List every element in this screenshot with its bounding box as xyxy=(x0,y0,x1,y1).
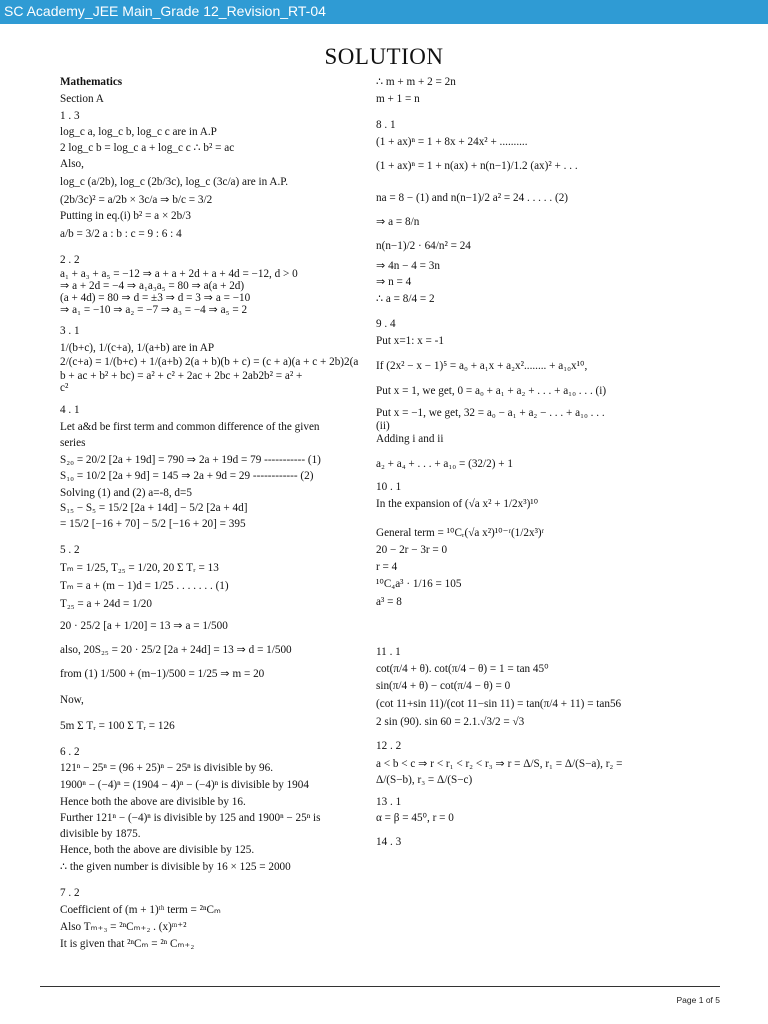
answer-label: 2 . 2 xyxy=(60,254,80,266)
answer-label: 5 . 2 xyxy=(60,544,80,556)
solution-line: = 15/2 [−16 + 70] − 5/2 [−16 + 20] = 395 xyxy=(60,518,246,530)
solution-line: Hence, both the above are divisible by 125. xyxy=(60,844,255,856)
solution-line: a₂ + a₄ + . . . + a₁₀ = (32/2) + 1 xyxy=(376,458,513,470)
solution-line: Put x = −1, we get, 32 = a₀ − a₁ + a₂ − . . . + a₁₀ . . . xyxy=(376,407,605,419)
solution-line: Further 121ⁿ − (−4)ⁿ is divisible by 125 and 1900ⁿ − 25ⁿ is xyxy=(60,812,321,824)
solution-line: Hence both the above are divisible by 16. xyxy=(60,796,246,808)
solution-line: cot(π/4 + θ). cot(π/4 − θ) = 1 = tan 45⁰ xyxy=(376,663,549,675)
solution-line: It is given that ²ⁿCₘ = ²ⁿ Cₘ₊₂ xyxy=(60,938,195,950)
solution-line: General term = ¹⁰Cᵣ(√a x²)¹⁰⁻ʳ(1/2x³)ʳ xyxy=(376,527,545,539)
solution-line: Tₘ = 1/25, T₂₅ = 1/20, 20 Σ Tᵣ = 13 xyxy=(60,562,219,574)
solution-line: ∴ a = 8/4 = 2 xyxy=(376,293,435,305)
solution-line: log_c a, log_c b, log_c c are in A.P xyxy=(60,126,217,138)
answer-label: 4 . 1 xyxy=(60,404,80,416)
solution-line: ⇒ n = 4 xyxy=(376,276,412,288)
solution-line: 1/(b+c), 1/(c+a), 1/(a+b) are in AP xyxy=(60,342,215,354)
solution-line: S₂₀ = 20/2 [2a + 19d] = 790 ⇒ 2a + 19d = 79 ----------- (1) xyxy=(60,454,321,466)
solution-line: ¹⁰C₄a³ · 1/16 = 105 xyxy=(376,578,462,590)
solution-line: n(n−1)/2 · 64/n² = 24 xyxy=(376,240,471,252)
solution-line: Put x=1: x = -1 xyxy=(376,335,444,347)
solution-line: a < b < c ⇒ r < r₁ < r₂ < r₃ ⇒ r = Δ/S, r₁ = Δ/(S−a), r₂ = xyxy=(376,758,623,770)
section-label: Section A xyxy=(60,93,104,105)
answer-label: 12 . 2 xyxy=(376,740,402,752)
answer-label: 6 . 2 xyxy=(60,746,80,758)
solution-line: Δ/(S−b), r₃ = Δ/(S−c) xyxy=(376,774,473,786)
solution-line: ⇒ 4n − 4 = 3n xyxy=(376,260,440,272)
solution-line: na = 8 − (1) and n(n−1)/2 a² = 24 . . . . . (2) xyxy=(376,192,569,204)
solution-line: 2 sin (90). sin 60 = 2.1.√3/2 = √3 xyxy=(376,716,525,728)
solution-line: α = β = 45⁰, r = 0 xyxy=(376,812,454,824)
solution-line: Also, xyxy=(60,158,84,170)
solution-line: 20 − 2r − 3r = 0 xyxy=(376,544,448,556)
document-header-bar xyxy=(0,0,768,24)
solution-line: series xyxy=(60,437,86,449)
solution-line: (ii) xyxy=(376,420,390,432)
answer-label: 11 . 1 xyxy=(376,646,401,658)
solution-line: also, 20S₂₅ = 20 · 25/2 [2a + 24d] = 13 ⇒ d = 1/500 xyxy=(60,644,292,656)
solution-line: Tₘ = a + (m − 1)d = 1/25 . . . . . . . (1) xyxy=(60,580,229,592)
solution-line: Coefficient of (m + 1)ᵗʰ term = ²ⁿCₘ xyxy=(60,904,221,916)
answer-label: 8 . 1 xyxy=(376,119,396,131)
page-heading: SOLUTION xyxy=(324,44,444,69)
solution-line: a/b = 3/2 a : b : c = 9 : 6 : 4 xyxy=(60,228,182,240)
solution-line: divisible by 1875. xyxy=(60,828,141,840)
solution-line: 121ⁿ − 25ⁿ = (96 + 25)ⁿ − 25ⁿ is divisible by 96. xyxy=(60,762,274,774)
solution-line: S₁₀ = 10/2 [2a + 9d] = 145 ⇒ 2a + 9d = 29 ------------ (2) xyxy=(60,470,314,482)
solution-line: sin(π/4 + θ) − cot(π/4 − θ) = 0 xyxy=(376,680,511,692)
solution-line: m + 1 = n xyxy=(376,93,420,105)
solution-line: 1900ⁿ − (−4)ⁿ = (1904 − 4)ⁿ − (−4)ⁿ is divisible by 1904 xyxy=(60,779,309,791)
solution-line: b + ac + b² + bc) = a² + c² + 2ac + 2bc + 2ab2b² = a² + xyxy=(60,370,303,382)
solution-line: Let a&d be first term and common difference of the given xyxy=(60,421,320,433)
page-number: Page 1 of 5 xyxy=(676,995,720,1005)
solution-line: ∴ the given number is divisible by 16 × 125 = 2000 xyxy=(60,861,291,873)
solution-line: from (1) 1/500 + (m−1)/500 = 1/25 ⇒ m = 20 xyxy=(60,668,265,680)
solution-line: c² xyxy=(60,382,69,394)
solution-line: 20 · 25/2 [a + 1/20] = 13 ⇒ a = 1/500 xyxy=(60,620,228,632)
solution-line: In the expansion of (√a x² + 1/2x³)¹⁰ xyxy=(376,498,539,510)
solution-line: Put x = 1, we get, 0 = a₀ + a₁ + a₂ + . . . + a₁₀ . . . (i) xyxy=(376,385,607,397)
answer-label: 1 . 3 xyxy=(60,110,80,122)
solution-line: ⇒ a + 2d = −4 ⇒ a₁a₃a₅ = 80 ⇒ a(a + 2d) xyxy=(60,280,245,292)
solution-line: (cot 11+sin 11)/(cot 11−sin 11) = tan(π/4 + 11) = tan56 xyxy=(376,698,622,710)
answer-label: 9 . 4 xyxy=(376,318,396,330)
answer-label: 10 . 1 xyxy=(376,481,402,493)
solution-line: 2/(c+a) = 1/(b+c) + 1/(a+b) 2(a + b)(b + c) = (c + a)(a + c + 2b)2(a xyxy=(60,356,359,368)
solution-line: S₁₅ − S₅ = 15/2 [2a + 14d] − 5/2 [2a + 4d] xyxy=(60,502,248,514)
solution-line: 5m Σ Tᵣ = 100 Σ Tᵣ = 126 xyxy=(60,720,175,732)
solution-line: Also Tₘ₊₃ = ²ⁿCₘ₊₂ . (x)ᵐ⁺² xyxy=(60,921,187,933)
solution-line: r = 4 xyxy=(376,561,398,573)
solution-line: Now, xyxy=(60,694,84,706)
solution-line: ∴ m + m + 2 = 2n xyxy=(376,76,456,88)
answer-label: 14 . 3 xyxy=(376,836,402,848)
subject-heading: Mathematics xyxy=(60,76,123,88)
solution-line: T₂₅ = a + 24d = 1/20 xyxy=(60,598,152,610)
solution-line: log_c (a/2b), log_c (2b/3c), log_c (3c/a) are in A.P. xyxy=(60,176,289,188)
solution-line: (1 + ax)ⁿ = 1 + n(ax) + n(n−1)/1.2 (ax)² + . . . xyxy=(376,160,578,172)
answer-label: 7 . 2 xyxy=(60,887,80,899)
solution-line: (a + 4d) = 80 ⇒ d = ±3 ⇒ d = 3 ⇒ a = −10 xyxy=(60,292,251,304)
document-header-title: SC Academy_JEE Main_Grade 12_Revision_RT-04 xyxy=(4,3,326,19)
solution-line: Adding i and ii xyxy=(376,433,444,445)
solution-line: Putting in eq.(i) b² = a × 2b/3 xyxy=(60,210,191,222)
solution-line: (1 + ax)ⁿ = 1 + 8x + 24x² + .......... xyxy=(376,136,528,148)
answer-label: 13 . 1 xyxy=(376,796,402,808)
footer-divider xyxy=(40,986,720,987)
solution-line: Solving (1) and (2) a=-8, d=5 xyxy=(60,487,192,499)
answer-label: 3 . 1 xyxy=(60,325,80,337)
solution-line: a³ = 8 xyxy=(376,596,402,608)
solution-line: 2 log_c b = log_c a + log_c c ∴ b² = ac xyxy=(60,142,235,154)
solution-line: ⇒ a₁ = −10 ⇒ a₂ = −7 ⇒ a₃ = −4 ⇒ a₅ = 2 xyxy=(60,304,248,316)
solution-line: If (2x² − x − 1)⁵ = a₀ + a₁x + a₂x²........ + a₁₀x¹⁰, xyxy=(376,360,588,372)
solution-line: a₁ + a₃ + a₅ = −12 ⇒ a + a + 2d + a + 4d = −12, d > 0 xyxy=(60,268,298,280)
solution-line: ⇒ a = 8/n xyxy=(376,216,420,228)
solution-line: (2b/3c)² = a/2b × 3c/a ⇒ b/c = 3/2 xyxy=(60,194,213,206)
